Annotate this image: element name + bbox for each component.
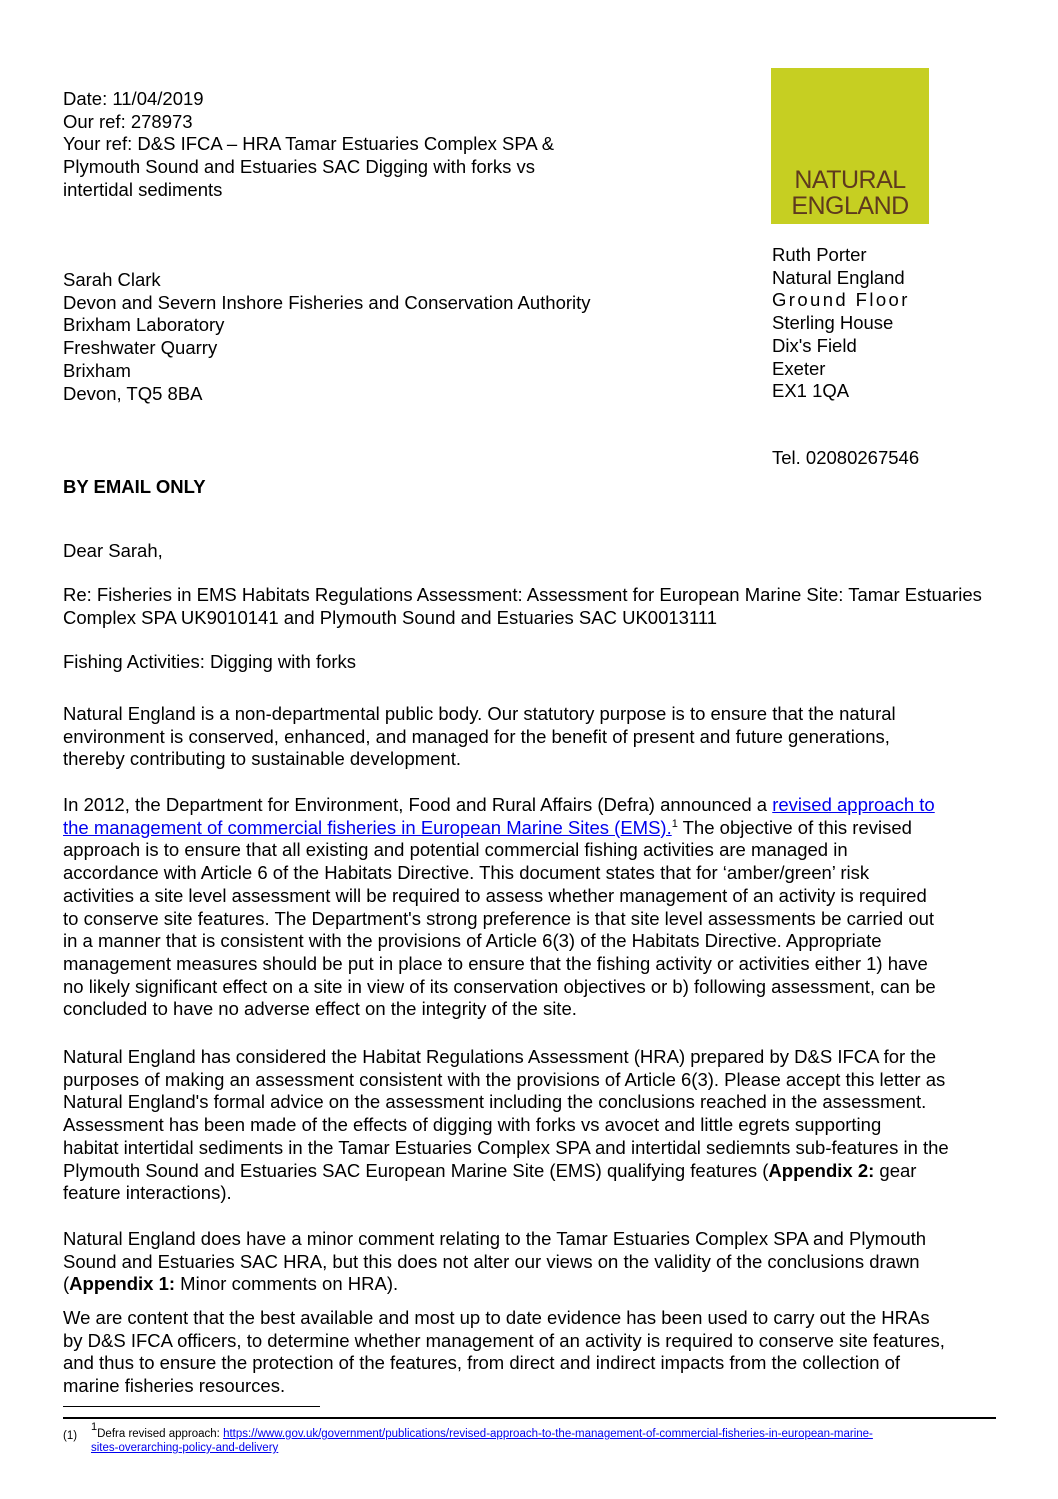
paragraph-line: Sound and Estuaries SAC HRA, but this does not alter our views on the validity of the conclusions drawn (63, 1250, 920, 1272)
paragraph-line: management measures should be put in place to ensure that the fishing activity or activities either 1) have (63, 952, 928, 974)
logo-text-natural: NATURAL (794, 166, 906, 194)
sender-organisation: Natural England (772, 266, 905, 288)
sender-floor: Ground Floor (772, 289, 910, 311)
paragraph-line: and thus to ensure the protection of the features, from direct and indirect impacts from the collection of (63, 1352, 901, 1374)
paragraph-defra-approach (63, 794, 936, 1021)
paragraph-line: environment is conserved, enhanced, and managed for the benefit of present and future generations, (63, 725, 890, 747)
paragraph-line: purposes of making an assessment consistent with the provisions of Article 6(3). Please accept this letter as (63, 1068, 946, 1090)
paragraph-line: to conserve site features. The Department's strong preference is that site level assessments be carried out (63, 907, 935, 929)
paragraph-line: We are content that the best available and most up to date evidence has been used to carry out the HRAs (63, 1307, 930, 1328)
paragraph-line: approach is to ensure that all existing and potential commercial fishing activities are managed in (63, 839, 848, 861)
letter-header (63, 88, 554, 202)
paragraph-line: habitat intertidal sediments in the Tamar Estuaries Complex SPA and intertidal sediemnts sub-features in the (63, 1136, 949, 1158)
our-reference: Our ref: 278973 (63, 110, 193, 132)
footnote (91, 1421, 873, 1455)
paragraph-line (63, 1160, 949, 1183)
paragraph-line (63, 1273, 926, 1296)
your-reference-line-1: Your ref: D&S IFCA – HRA Tamar Estuaries Complex SPA & (63, 133, 555, 155)
paragraph-line: Natural England's formal advice on the assessment including the conclusions reached in the assessment. (63, 1091, 927, 1113)
sender-building: Sterling House (772, 312, 894, 334)
fishing-activity: Fishing Activities: Digging with forks (63, 651, 357, 672)
paragraph-line: Assessment has been made of the effects of digging with forks vs avocet and little egrets supporting (63, 1114, 882, 1136)
paragraph-text: Plymouth Sound and Estuaries SAC European Marine Site (EMS) qualifying features ( (63, 1159, 769, 1181)
paragraph-text: ( (63, 1273, 70, 1295)
sender-postcode: EX1 1QA (772, 380, 850, 402)
recipient-organisation: Devon and Severn Inshore Fisheries and Conservation Authority (63, 291, 591, 313)
sender-street: Dix's Field (772, 334, 857, 356)
footnote-bar (63, 1417, 996, 1419)
paragraph-line: activities a site level assessment will be required to assess whether management of an activity is required (63, 884, 927, 906)
letter-date: Date: 11/04/2019 (63, 88, 204, 109)
paragraph-line: in a manner that is consistent with the provisions of Article 6(3) of the Habitats Directive. Appropriate (63, 930, 882, 952)
logo-text-england: ENGLAND (791, 192, 909, 220)
subject-line-1: Re: Fisheries in EMS Habitats Regulations Assessment: Assessment for European Marine Site: Tamar Estuaries (63, 584, 982, 605)
paragraph-text: gear (874, 1159, 917, 1181)
footnote-number: (1) (63, 1430, 78, 1442)
paragraph-line: Natural England has considered the Habitat Regulations Assessment (HRA) prepared by D&S IFCA for the (63, 1046, 937, 1067)
recipient-address-line: Brixham Laboratory (63, 314, 225, 336)
paragraph-line: Natural England does have a minor comment relating to the Tamar Estuaries Complex SPA and Plymouth (63, 1228, 927, 1249)
footnote-url-link-cont[interactable]: sites-overarching-policy-and-delivery (91, 1442, 279, 1454)
footnote-separator (63, 1406, 320, 1407)
paragraph-evidence (63, 1307, 945, 1398)
footnote-label: Defra revised approach: (97, 1428, 224, 1440)
paragraph-line: concluded to have no adverse effect on the integrity of the site. (63, 998, 577, 1020)
natural-england-logo (771, 68, 929, 224)
paragraph-line: no likely significant effect on a site in view of its conservation objectives or b) following assessment, can be (63, 975, 936, 997)
salutation: Dear Sarah, (63, 540, 163, 561)
footnote-reference[interactable]: 1 (671, 817, 678, 830)
footnote-line (91, 1441, 873, 1455)
defra-revised-approach-link-cont[interactable]: the management of commercial fisheries in European Marine Sites (EMS). (63, 816, 672, 838)
your-reference-line-2: Plymouth Sound and Estuaries SAC Digging with forks vs (63, 156, 535, 178)
recipient-address-line: Devon, TQ5 8BA (63, 382, 203, 404)
subject-line-2: Complex SPA UK9010141 and Plymouth Sound and Estuaries SAC UK0013111 (63, 606, 718, 628)
paragraph-minor-comment (63, 1228, 926, 1296)
sender-address (772, 244, 910, 403)
paragraph-line (63, 794, 936, 817)
footnote-marker: 1 (91, 1421, 98, 1433)
paragraph-line: marine fisheries resources. (63, 1375, 286, 1397)
paragraph-line: thereby contributing to sustainable development. (63, 748, 462, 770)
subject-line (63, 584, 982, 629)
paragraph-text: In 2012, the Department for Environment, Food and Rural Affairs (Defra) announced a (63, 794, 773, 815)
paragraph-line: accordance with Article 6 of the Habitats Directive. This document states that for ‘amber/green’ risk (63, 862, 870, 884)
paragraph-line (63, 817, 936, 840)
defra-revised-approach-link[interactable]: revised approach to (772, 794, 935, 815)
paragraph-text: The objective of this revised (677, 816, 912, 838)
paragraph-line: Natural England is a non-departmental public body. Our statutory purpose is to ensure that the natural (63, 703, 896, 724)
recipient-address-line: Freshwater Quarry (63, 337, 218, 359)
sender-telephone: Tel. 02080267546 (772, 447, 920, 468)
paragraph-intro (63, 703, 896, 771)
recipient-name: Sarah Clark (63, 269, 161, 290)
paragraph-hra-considered (63, 1046, 949, 1205)
paragraph-line: feature interactions). (63, 1182, 232, 1204)
your-reference-line-3: intertidal sediments (63, 178, 223, 200)
appendix-2-reference: Appendix 2: (768, 1159, 875, 1181)
paragraph-line: by D&S IFCA officers, to determine whether management of an activity is required to conserve site features, (63, 1329, 945, 1351)
recipient-address (63, 269, 591, 405)
delivery-method: BY EMAIL ONLY (63, 476, 206, 497)
footnote-url-link[interactable]: https://www.gov.uk/government/publications/revised-approach-to-the-management-of-commercial-fisheries-in-european-marine- (223, 1428, 873, 1440)
footnote-line (91, 1421, 873, 1441)
appendix-1-reference: Appendix 1: (69, 1273, 176, 1295)
sender-name: Ruth Porter (772, 244, 867, 265)
recipient-address-line: Brixham (63, 359, 131, 381)
sender-city: Exeter (772, 357, 826, 379)
paragraph-text: Minor comments on HRA). (175, 1273, 399, 1295)
